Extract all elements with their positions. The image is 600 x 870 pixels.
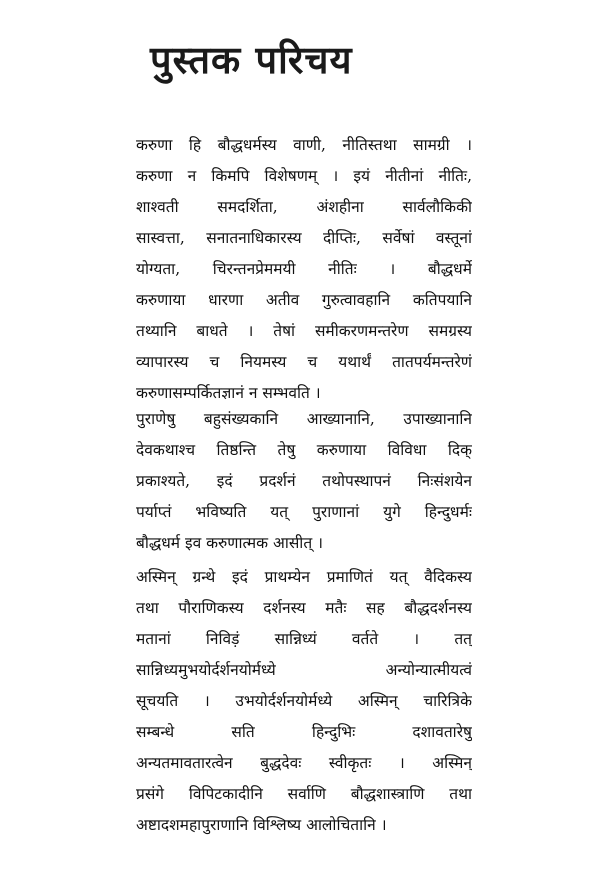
paragraph-1	[136, 130, 472, 409]
text-line: करुणाया धारणा अतीव गुरुत्वावहानि कतिपयानि	[136, 291, 472, 309]
text-line: सास्वत्ता, सनातनाधिकारस्य दीप्तिः, सर्वेषां वस्तूनां	[136, 229, 472, 247]
text-line: प्रसंगे विपिटकादीनि सर्वाणि बौद्धशास्त्राणि तथा	[136, 785, 472, 803]
text-line: करुणा हि बौद्धधर्मस्य वाणी, नीतिस्तथा सामग्री ।	[136, 136, 472, 154]
page-title: पुस्तक परिचय	[150, 38, 353, 82]
text-line: प्रकाश्यते, इदं प्रदर्शनं तथोपस्थापनं निःसंशयेन	[136, 472, 472, 490]
text-line: करुणासम्पर्कितज्ञानं न सम्भवति ।	[136, 384, 321, 402]
text-line: तथा पौराणिकस्य दर्शनस्य मतैः सह बौद्धदर्शनस्य	[136, 599, 472, 617]
text-line: अस्मिन् ग्रन्थे इदं प्राथम्येन प्रमाणितं यत् वैदिकस्य	[136, 568, 472, 586]
text-line: अन्यतमावतारत्वेन बुद्धदेवः स्वीकृतः । अस्मिन्	[136, 754, 472, 772]
text-line: पर्याप्तं भविष्यति यत् पुराणानां युगे हिन्दुधर्मः	[136, 503, 472, 521]
text-line: पुराणेषु बहुसंख्यकानि आख्यानानि, उपाख्यानानि	[136, 410, 472, 428]
paragraph-2	[136, 404, 472, 559]
text-line: अष्टादशमहापुराणानि विश्लिष्य आलोचितानि ।	[136, 816, 387, 834]
text-line: व्यापारस्य च नियमस्य च यथार्थं तातपर्यमन्तरेणं	[136, 353, 472, 371]
text-line: शाश्वती समदर्शिता, अंशहीना सार्वलौकिकी	[136, 198, 472, 216]
text-line: मतानां निविड़ं सान्निध्यं वर्तते । तत्	[136, 630, 472, 648]
text-line: योग्यता, चिरन्तनप्रेममयी नीतिः । बौद्धधर्मे	[136, 260, 472, 278]
paragraph-3	[136, 562, 472, 841]
text-line: तथ्यानि बाधते । तेषां समीकरणमन्तरेण समग्रस्य	[136, 322, 472, 340]
text-line: सम्बन्धे सति हिन्दुभिः दशावतारेषु	[136, 723, 472, 741]
text-line: बौद्धधर्म इव करुणात्मक आसीत् ।	[136, 534, 323, 552]
text-line: सान्निध्यमुभयोर्दर्शनयोर्मध्ये अन्योन्यात्मीयत्वं	[136, 661, 472, 679]
text-line: करुणा न किमपि विशेषणम् । इयं नीतीनां नीतिः,	[136, 167, 472, 185]
text-line: देवकथाश्च तिष्ठन्ति तेषु करुणाया विविधा दिक्	[136, 441, 472, 459]
text-line: सूचयति । उभयोर्दर्शनयोर्मध्ये अस्मिन् चारित्रिके	[136, 692, 472, 710]
